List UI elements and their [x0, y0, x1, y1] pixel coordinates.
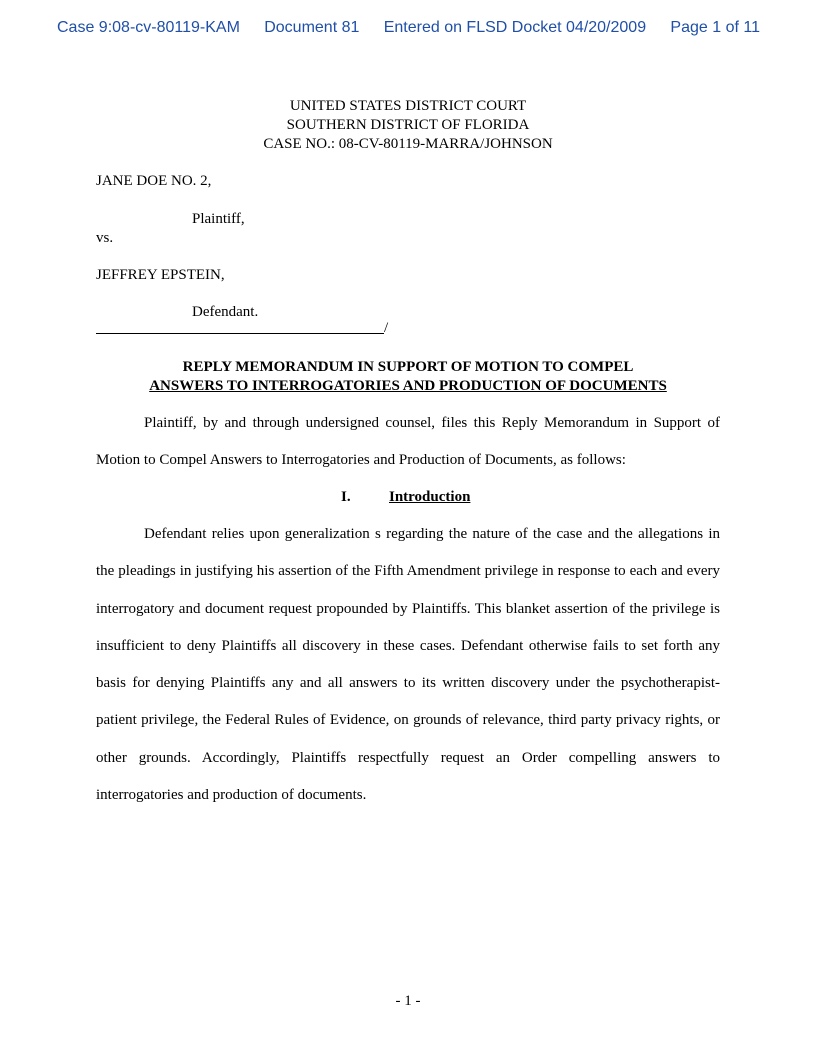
title-line-2: ANSWERS TO INTERROGATORIES AND PRODUCTION OF DOCUMENTS	[149, 378, 667, 394]
defendant-role: Defendant.	[192, 304, 259, 320]
page-number: - 1 -	[395, 993, 421, 1009]
plaintiff-role: Plaintiff,	[192, 211, 245, 227]
docket-entry-stamp: Entered on FLSD Docket 04/20/2009	[383, 19, 647, 36]
court-heading	[0, 97, 816, 154]
case-number: CASE NO.: 08-CV-80119-MARRA/JOHNSON	[263, 136, 553, 152]
section-number: I.	[341, 489, 351, 505]
plaintiff-name: JANE DOE NO. 2,	[96, 173, 212, 189]
case-number-stamp: Case 9:08-cv-80119-KAM	[57, 19, 240, 36]
defendant-name: JEFFREY EPSTEIN,	[96, 267, 225, 283]
caption-rule	[96, 333, 384, 334]
document-number-stamp: Document 81	[264, 19, 360, 36]
title-line-1: REPLY MEMORANDUM IN SUPPORT OF MOTION TO COMPEL	[182, 359, 634, 375]
court-district: SOUTHERN DISTRICT OF FLORIDA	[286, 117, 530, 133]
docket-header	[57, 16, 760, 40]
section-label: Introduction	[389, 489, 471, 505]
body-paragraph: Defendant relies upon generalization s regarding the nature of the case and the allegations in the pleadings in justifying his assertion of the Fifth Amendment privilege in response to each and every interrogatory and document request propounded by Plaintiffs. This blanket assertion of the privilege is insufficient to deny Plaintiffs all discovery in these cases. Defendant otherwise fails to set forth any basis for denying Plaintiffs any and all answers to its written discovery under the psychotherapist-patient privilege, the Federal Rules of Evidence, on grounds of relevance, third party privacy rights, or other grounds. Accordingly, Plaintiffs respectfully request an Order compelling answers to interrogatories and production of documents.	[96, 526, 720, 804]
court-name: UNITED STATES DISTRICT COURT	[289, 98, 527, 114]
document-title	[0, 358, 816, 396]
intro-paragraph: Plaintiff, by and through undersigned counsel, files this Reply Memorandum in Support of Motion to Compel Answers to Interrogatories and Production of Documents, as follows:	[96, 415, 720, 469]
caption-rule-slash: /	[384, 320, 389, 336]
page-count-stamp: Page 1 of 11	[670, 19, 760, 36]
versus: vs.	[96, 230, 114, 246]
